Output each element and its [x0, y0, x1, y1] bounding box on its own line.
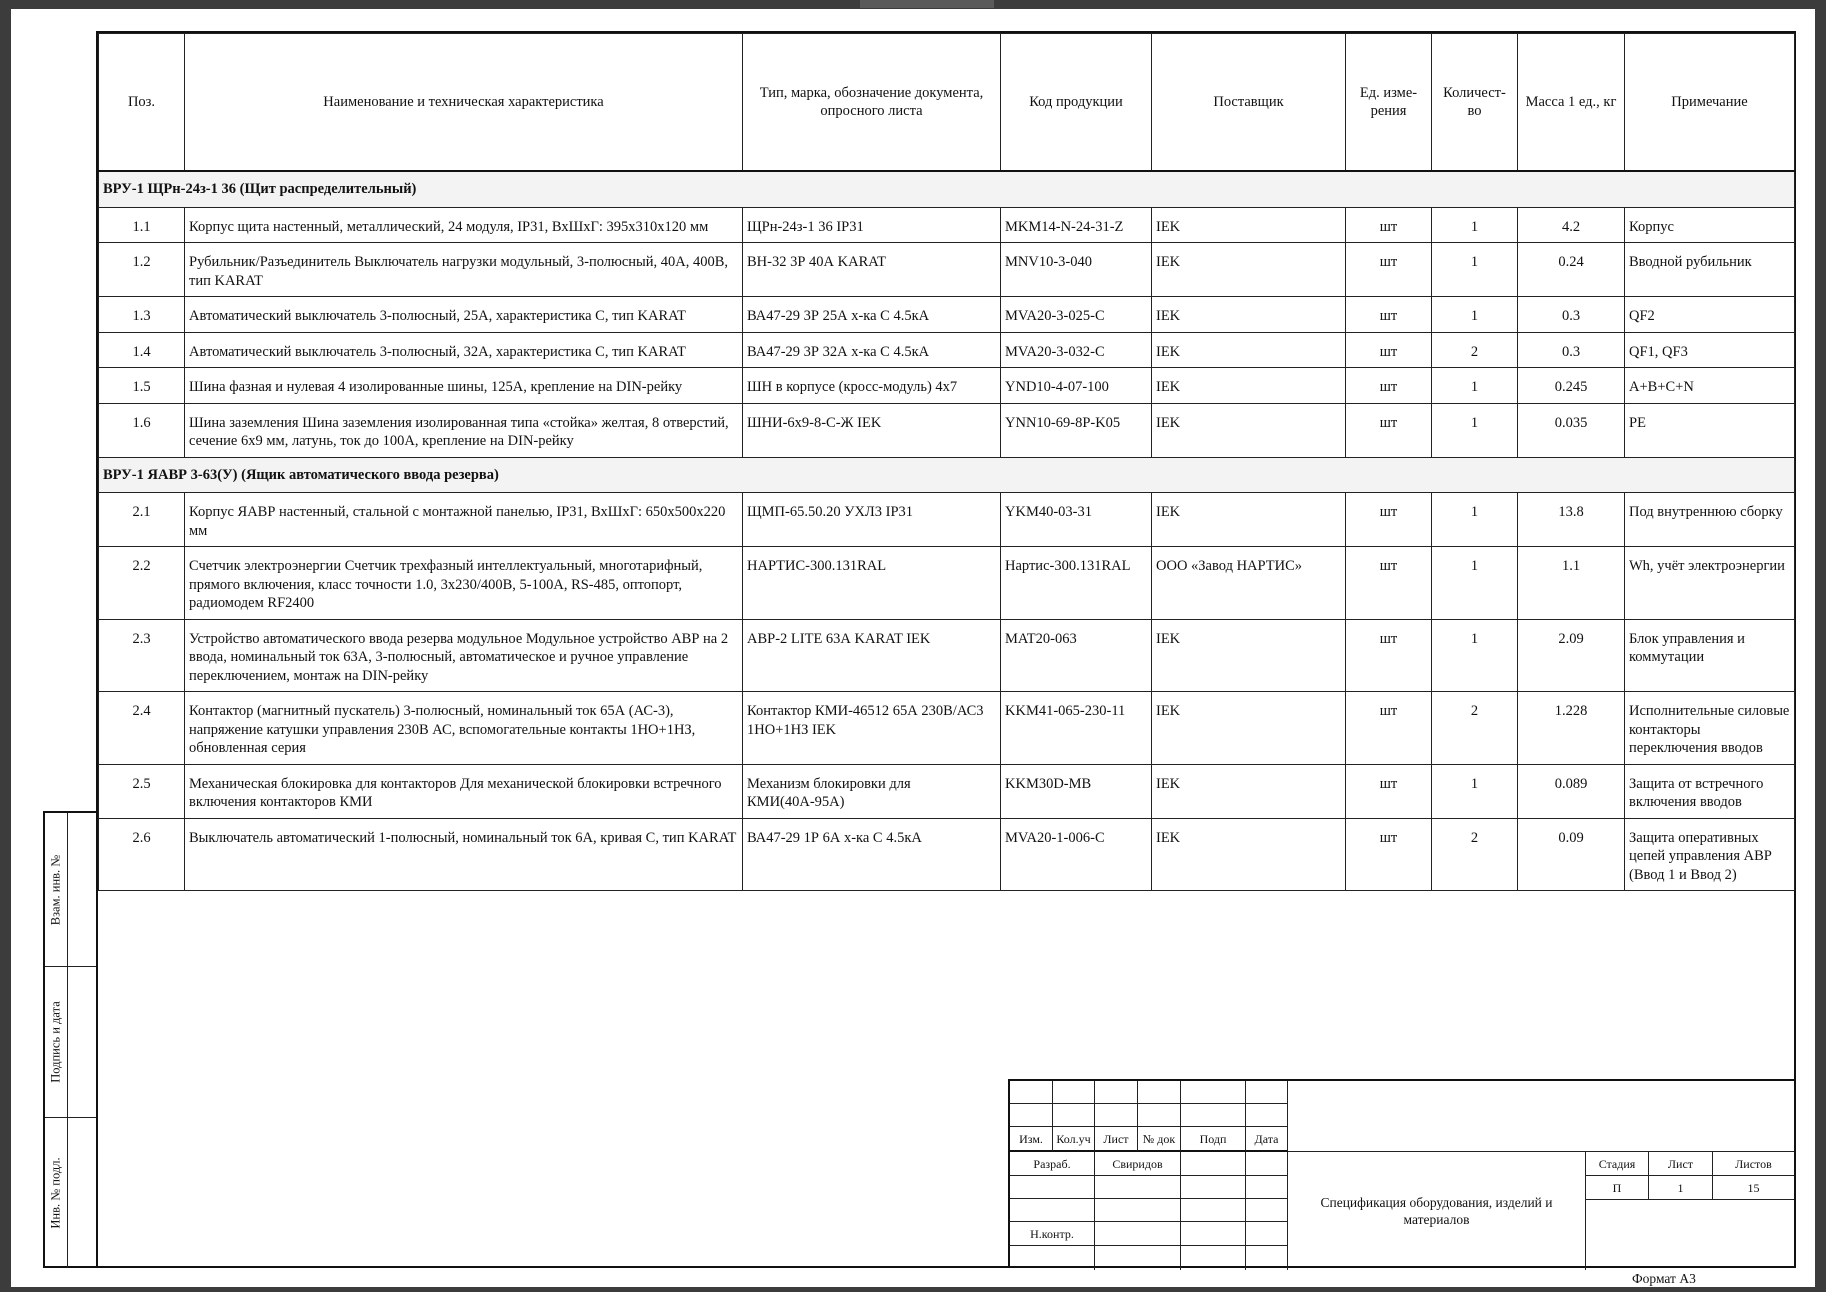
tb-listov-label: Листов [1713, 1152, 1794, 1176]
cell-pos: 2.5 [99, 764, 185, 818]
cell-pos: 1.4 [99, 332, 185, 368]
cell-qty: 2 [1432, 692, 1518, 765]
cell-supplier: IEK [1152, 243, 1346, 297]
table-row [99, 403, 1795, 457]
cell-supplier: IEK [1152, 332, 1346, 368]
cell-supplier: IEK [1152, 818, 1346, 891]
cell-note: QF1, QF3 [1625, 332, 1795, 368]
format-label: Формат А3 [1632, 1271, 1696, 1286]
cell-qty: 1 [1432, 493, 1518, 547]
cell-name: Шина фазная и нулевая 4 изолированные шины, 125А, крепление на DIN-рейку [185, 368, 743, 404]
title-block [1008, 1079, 1796, 1268]
cell-mass: 0.3 [1518, 297, 1625, 333]
cell-type: Контактор КМИ-46512 65А 230В/АС3 1НО+1НЗ IEK [743, 692, 1001, 765]
tb-kol-uch: Кол.уч [1053, 1127, 1095, 1152]
cell-code: MVA20-3-032-C [1001, 332, 1152, 368]
cell-qty: 1 [1432, 619, 1518, 692]
cell-note: PE [1625, 403, 1795, 457]
cell-name: Выключатель автоматический 1-полюсный, номинальный ток 6А, кривая С, тип KARAT [185, 818, 743, 891]
cell-type: ВН-32 3Р 40А KARAT [743, 243, 1001, 297]
tb-podp: Подп [1181, 1127, 1246, 1152]
cell-unit: шт [1346, 403, 1432, 457]
cell-type: АВР-2 LITE 63А KARAT IEK [743, 619, 1001, 692]
cell-code: MAT20-063 [1001, 619, 1152, 692]
cell-supplier: IEK [1152, 297, 1346, 333]
side-cell-vzam [45, 813, 96, 967]
cell-qty: 1 [1432, 764, 1518, 818]
cell-type: ШНИ-6х9-8-С-Ж IEK [743, 403, 1001, 457]
cell-pos: 2.2 [99, 547, 185, 620]
col-supplier: Поставщик [1152, 34, 1346, 172]
tb-list-num: 1 [1649, 1176, 1713, 1200]
table-row [99, 493, 1795, 547]
table-row [99, 619, 1795, 692]
cell-note: Корпус [1625, 207, 1795, 243]
cell-unit: шт [1346, 368, 1432, 404]
cell-note: Защита от встречного включения вводов [1625, 764, 1795, 818]
cell-pos: 1.6 [99, 403, 185, 457]
cell-unit: шт [1346, 297, 1432, 333]
cell-type: Механизм блокировки для КМИ(40А-95А) [743, 764, 1001, 818]
cell-pos: 1.5 [99, 368, 185, 404]
cell-mass: 1.1 [1518, 547, 1625, 620]
table-header [99, 34, 1795, 172]
section-title: ВРУ-1 ЩРн-24з-1 36 (Щит распределительный) [99, 171, 1795, 207]
title-block-grid [1008, 1079, 1288, 1268]
table-row [99, 764, 1795, 818]
cell-qty: 1 [1432, 243, 1518, 297]
section-title: ВРУ-1 ЯАВР 3-63(У) (Ящик автоматического ввода резерва) [99, 457, 1795, 493]
table-row [99, 547, 1795, 620]
cell-name: Автоматический выключатель 3-полюсный, 25А, характеристика С, тип KARAT [185, 297, 743, 333]
cell-unit: шт [1346, 692, 1432, 765]
table-row [99, 368, 1795, 404]
cell-name: Счетчик электроэнергии Счетчик трехфазный интеллектуальный, многотарифный, прямого включения, класс точности 1.0, 3х230/400В, 5-100А, RS-485, оптопорт, радиомодем RF2400 [185, 547, 743, 620]
cell-mass: 2.09 [1518, 619, 1625, 692]
cell-type: ВА47-29 1Р 6А х-ка С 4.5кА [743, 818, 1001, 891]
cell-type: ВА47-29 3Р 32А х-ка С 4.5кА [743, 332, 1001, 368]
cell-mass: 0.089 [1518, 764, 1625, 818]
cell-note: Защита оперативных цепей управления АВР (Ввод 1 и Ввод 2) [1625, 818, 1795, 891]
col-note: Примечание [1625, 34, 1795, 172]
cell-qty: 1 [1432, 297, 1518, 333]
cell-mass: 1.228 [1518, 692, 1625, 765]
tb-n-dok: № док [1138, 1127, 1181, 1152]
tb-data: Дата [1246, 1127, 1288, 1152]
tb-listov: 15 [1713, 1176, 1794, 1200]
col-unit: Ед. изме- рения [1346, 34, 1432, 172]
cell-unit: шт [1346, 619, 1432, 692]
cell-mass: 4.2 [1518, 207, 1625, 243]
cell-code: KKM41-065-230-11 [1001, 692, 1152, 765]
cell-pos: 1.3 [99, 297, 185, 333]
side-label-inv: Инв. № подл. [48, 1156, 63, 1229]
cell-note: QF2 [1625, 297, 1795, 333]
cell-type: ЩМП-65.50.20 УХЛ3 IP31 [743, 493, 1001, 547]
table-row [99, 332, 1795, 368]
title-block-right [1288, 1079, 1796, 1268]
cell-supplier: IEK [1152, 403, 1346, 457]
tb-stadiya-label: Стадия [1586, 1152, 1649, 1176]
cell-unit: шт [1346, 818, 1432, 891]
col-type: Тип, марка, обозначение документа, опросного листа [743, 34, 1001, 172]
cell-note: Вводной рубильник [1625, 243, 1795, 297]
side-strip [43, 811, 96, 1268]
drawing-sheet [11, 9, 1815, 1287]
cell-unit: шт [1346, 547, 1432, 620]
cell-code: KKM30D-MB [1001, 764, 1152, 818]
side-cell-podpis [45, 966, 96, 1118]
section-row [99, 457, 1795, 493]
table-row [99, 818, 1795, 891]
cell-code: MNV10-3-040 [1001, 243, 1152, 297]
cell-pos: 2.1 [99, 493, 185, 547]
cell-type: НАРТИС-300.131RAL [743, 547, 1001, 620]
tb-razrab-name: Свиридов [1095, 1152, 1181, 1176]
cell-name: Шина заземления Шина заземления изолированная типа «стойка» желтая, 8 отверстий, сечение 6х9 мм, латунь, ток до 100А, крепление на DIN-рейку [185, 403, 743, 457]
cell-pos: 1.2 [99, 243, 185, 297]
cell-note: Wh, учёт электроэнергии [1625, 547, 1795, 620]
tb-razrab-label: Разраб. [1010, 1152, 1095, 1176]
specification-table [98, 33, 1795, 891]
cell-pos: 2.4 [99, 692, 185, 765]
cell-qty: 1 [1432, 368, 1518, 404]
cell-mass: 0.09 [1518, 818, 1625, 891]
cell-qty: 1 [1432, 403, 1518, 457]
cell-name: Устройство автоматического ввода резерва модульное Модульное устройство АВР на 2 ввода, номинальный ток 63А, 3-полюсный, автоматическое и ручное управление переключением, монтаж на DIN-рейку [185, 619, 743, 692]
cell-pos: 2.6 [99, 818, 185, 891]
cell-note: Блок управления и коммутации [1625, 619, 1795, 692]
cell-unit: шт [1346, 243, 1432, 297]
document-title: Спецификация оборудования, изделий и материалов [1288, 1152, 1586, 1270]
cell-code: YNN10-69-8P-K05 [1001, 403, 1152, 457]
tb-stadiya: П [1586, 1176, 1649, 1200]
cell-qty: 1 [1432, 547, 1518, 620]
cell-supplier: IEK [1152, 764, 1346, 818]
col-name: Наименование и техническая характеристика [185, 34, 743, 172]
side-label-vzam: Взам. инв. № [48, 854, 63, 925]
cell-mass: 0.245 [1518, 368, 1625, 404]
cell-supplier: IEK [1152, 493, 1346, 547]
cell-type: ШН в корпусе (кросс-модуль) 4х7 [743, 368, 1001, 404]
cell-pos: 1.1 [99, 207, 185, 243]
cell-code: MVA20-3-025-C [1001, 297, 1152, 333]
cell-type: ЩРн-24з-1 36 IP31 [743, 207, 1001, 243]
cell-unit: шт [1346, 332, 1432, 368]
cell-code: Нартис-300.131RAL [1001, 547, 1152, 620]
table-body [99, 171, 1795, 891]
cell-type: ВА47-29 3Р 25А х-ка С 4.5кА [743, 297, 1001, 333]
cell-name: Контактор (магнитный пускатель) 3-полюсный, номинальный ток 65А (АС-3), напряжение катушки управления 230В АС, вспомогательные контакты 1НО+1НЗ, обновленная серия [185, 692, 743, 765]
cell-note: A+B+C+N [1625, 368, 1795, 404]
cell-code: MVA20-1-006-C [1001, 818, 1152, 891]
cell-name: Автоматический выключатель 3-полюсный, 32А, характеристика С, тип KARAT [185, 332, 743, 368]
tb-list: Лист [1095, 1127, 1138, 1152]
cell-unit: шт [1346, 764, 1432, 818]
table-row [99, 243, 1795, 297]
tb-list-label: Лист [1649, 1152, 1713, 1176]
table-row [99, 692, 1795, 765]
cell-mass: 0.3 [1518, 332, 1625, 368]
tb-nkontr: Н.контр. [1010, 1222, 1095, 1246]
cell-qty: 1 [1432, 207, 1518, 243]
col-code: Код продукции [1001, 34, 1152, 172]
cell-name: Рубильник/Разъединитель Выключатель нагрузки модульный, 3-полюсный, 40А, 400В, тип KARAT [185, 243, 743, 297]
table-row [99, 297, 1795, 333]
cell-unit: шт [1346, 207, 1432, 243]
table-row [99, 207, 1795, 243]
side-cell-inv [45, 1117, 96, 1268]
cell-mass: 0.24 [1518, 243, 1625, 297]
cell-name: Механическая блокировка для контакторов Для механической блокировки встречного включения контакторов КМИ [185, 764, 743, 818]
cell-unit: шт [1346, 493, 1432, 547]
cell-supplier: IEK [1152, 692, 1346, 765]
cell-code: YND10-4-07-100 [1001, 368, 1152, 404]
tb-izm: Изм. [1010, 1127, 1053, 1152]
section-row [99, 171, 1795, 207]
cell-supplier: ООО «Завод НАРТИС» [1152, 547, 1346, 620]
cell-pos: 2.3 [99, 619, 185, 692]
cell-supplier: IEK [1152, 207, 1346, 243]
col-qty: Количест- во [1432, 34, 1518, 172]
cell-mass: 0.035 [1518, 403, 1625, 457]
cell-note: Под внутреннюю сборку [1625, 493, 1795, 547]
cell-qty: 2 [1432, 818, 1518, 891]
cell-supplier: IEK [1152, 619, 1346, 692]
col-pos: Поз. [99, 34, 185, 172]
cell-name: Корпус ЯАВР настенный, стальной с монтажной панелью, IP31, ВхШхГ: 650x500x220 мм [185, 493, 743, 547]
cell-mass: 13.8 [1518, 493, 1625, 547]
cell-code: MKM14-N-24-31-Z [1001, 207, 1152, 243]
cell-qty: 2 [1432, 332, 1518, 368]
cell-name: Корпус щита настенный, металлический, 24 модуля, IP31, ВхШхГ: 395x310x120 мм [185, 207, 743, 243]
cell-note: Исполнительные силовые контакторы переключения вводов [1625, 692, 1795, 765]
window-top-bar [860, 0, 994, 8]
col-mass: Масса 1 ед., кг [1518, 34, 1625, 172]
cell-code: YKM40-03-31 [1001, 493, 1152, 547]
side-label-podpis: Подпись и дата [48, 1000, 63, 1083]
cell-supplier: IEK [1152, 368, 1346, 404]
